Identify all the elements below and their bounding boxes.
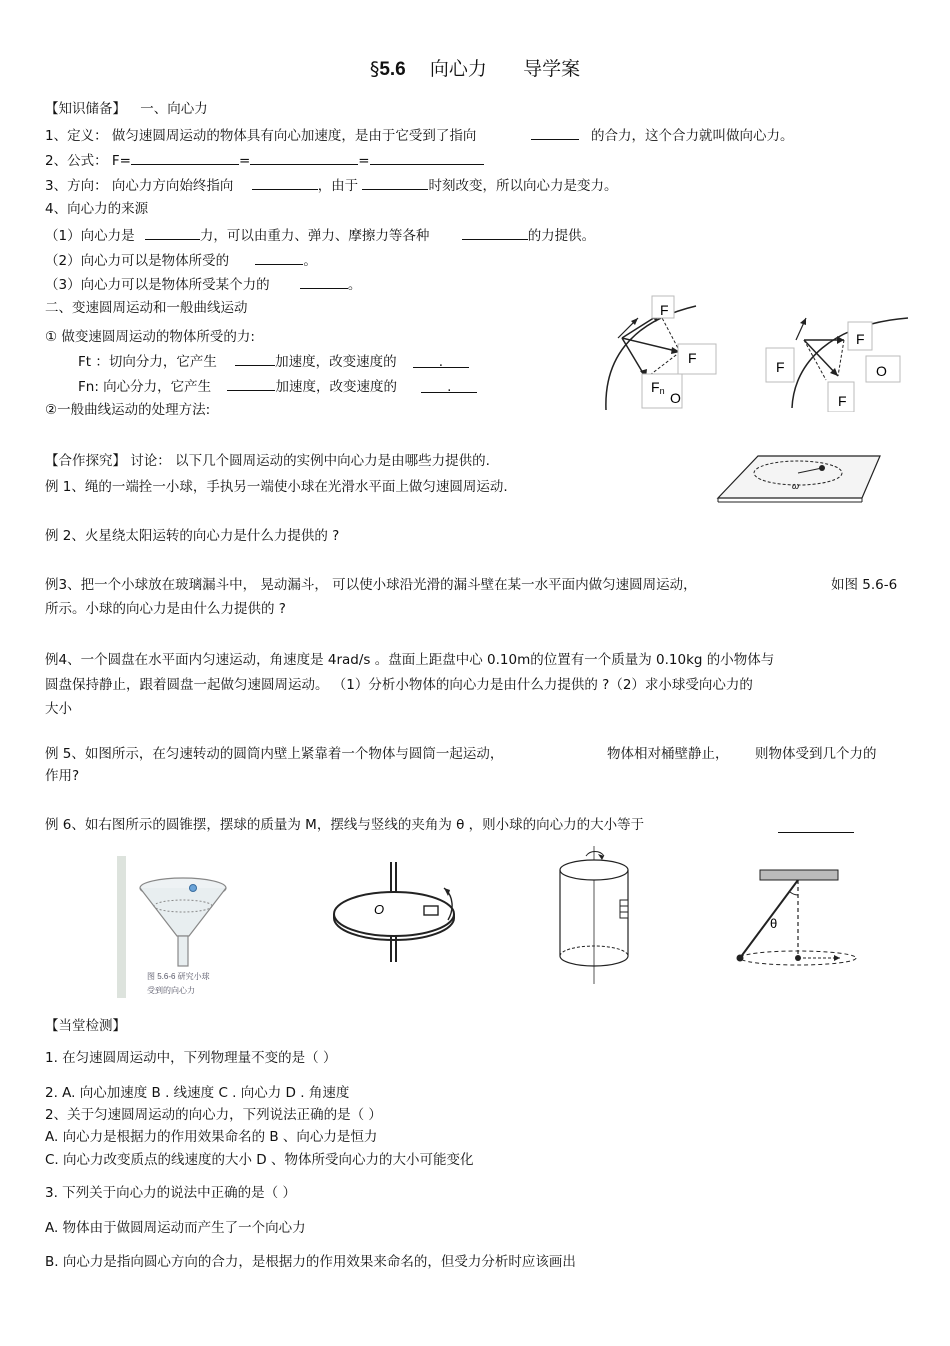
funnel-body <box>140 888 226 936</box>
source-1-text: （1）向心力是 <box>45 228 135 244</box>
source-3-text: （3）向心力可以是物体所受某个力的 <box>45 277 270 293</box>
pendulum-bob <box>737 955 744 962</box>
formula-eq-1: = <box>238 153 251 169</box>
cylinder-block <box>620 900 628 918</box>
funnel-figure <box>117 856 237 998</box>
example-2: 例 2、火星绕太阳运转的向心力是什么力提供的 ? <box>45 528 340 544</box>
direction-text-3: 时刻改变，所以向心力是变力。 <box>428 178 618 194</box>
definition-blank[interactable] <box>531 125 579 140</box>
example-6-line <box>45 816 644 834</box>
theta-label: θ <box>770 916 778 931</box>
dashed-line-1 <box>660 314 680 352</box>
example-1: 例 1、绳的一端拴一小球，手执另一端使小球在光滑水平面上做匀速圆周运动. <box>45 479 508 495</box>
label-o-right: O <box>876 363 887 379</box>
example-3-text: 例3、把一个小球放在玻璃漏斗中， 晃动漏斗， 可以使小球沿光滑的漏斗壁在某一水平面内做匀速圆周运动， <box>45 577 697 593</box>
tangential-text-2: 加速度，改变速度的 <box>275 354 397 370</box>
ball-on-table-figure <box>714 448 884 508</box>
formula-label: 2、公式： F= <box>45 153 131 169</box>
knowledge-header: 【知识储备】 <box>45 101 126 117</box>
question-2-options-cd: C. 向心力改变质点的线速度的大小 D 、物体所受向心力的大小可能变化 <box>45 1152 474 1168</box>
force-decomposition-figure-2 <box>762 312 912 412</box>
question-3: 3. 下列关于向心力的说法中正确的是（ ） <box>45 1185 296 1201</box>
cylinder-top <box>560 860 628 880</box>
normal-dot: . <box>447 379 452 395</box>
example-6-blank[interactable] <box>778 818 854 833</box>
source-2-line <box>45 250 317 270</box>
formula-blank-2[interactable] <box>250 150 358 165</box>
force-decomposition-figure <box>598 292 723 412</box>
theta-arc <box>790 892 798 895</box>
label-f-c: F <box>838 393 847 409</box>
variable-force-heading: ① 做变速圆周运动的物体所受的力: <box>45 329 255 345</box>
title-kind: 导学案 <box>523 58 581 80</box>
funnel-ball <box>190 885 197 892</box>
funnel-caption-2: 受到的向心力 <box>147 986 195 995</box>
example-3-figref: 如图 5.6-6 <box>831 577 898 593</box>
direction-line <box>45 175 617 195</box>
source-3-end: 。 <box>347 277 362 293</box>
example-4-line-3: 大小 <box>45 701 72 717</box>
example-4-line-2: 圆盘保持静止，跟着圆盘一起做匀速圆周运动。 （1）分析小物体的向心力是由什么力提供的 ?（2）求小球受向心力的 <box>45 677 753 693</box>
label-f-top: F <box>660 302 669 318</box>
question-1: 1. 在匀速圆周运动中，下列物理量不变的是（ ） <box>45 1050 337 1066</box>
tangential-text: Ft ：切向分力，它产生 <box>78 354 217 370</box>
example-5-text: 例 5、如图所示，在匀速转动的圆筒内壁上紧靠着一个物体与圆筒一起运动， <box>45 746 504 762</box>
direction-text-2: ，由于 <box>317 178 359 194</box>
question-2: 2、关于匀速圆周运动的向心力，下列说法正确的是（ ） <box>45 1107 382 1123</box>
direction-blank-1[interactable] <box>252 175 318 190</box>
disc-center-label: O <box>374 902 385 917</box>
example-5-line-2: 作用? <box>45 768 80 784</box>
part-2-heading: 二、变速圆周运动和一般曲线运动 <box>45 300 248 316</box>
example-3-line-1 <box>45 576 697 594</box>
table-surface <box>718 456 880 498</box>
question-2-options-ab: A. 向心力是根据力的作用效果命名的 B 、向心力是恒力 <box>45 1129 378 1145</box>
normal-text: Fn: 向心分力，它产生 <box>78 379 212 395</box>
example-4-line-1: 例4、一个圆盘在水平面内匀速运动，角速度是 4rad/s 。盘面上距盘中心 0.10m的位置有一个质量为 0.10kg 的小物体与 <box>45 652 775 668</box>
velocity-arrowhead-2 <box>800 318 806 325</box>
rotating-disc-figure <box>330 862 460 962</box>
example-5-question: 则物体受到几个力的 <box>755 746 877 762</box>
small-block <box>424 906 438 915</box>
source-2-text: （2）向心力可以是物体所受的 <box>45 253 230 269</box>
source-3-line <box>45 274 361 294</box>
coop-heading: 【合作探究】 讨论： 以下几个圆周运动的实例中向心力是由哪些力提供的. <box>45 453 490 469</box>
label-fn-sub: n <box>659 386 665 396</box>
conical-pendulum-figure <box>730 868 860 968</box>
tangential-dot: . <box>438 354 444 370</box>
tangential-arrowhead-2 <box>837 336 844 344</box>
dashed-line-4 <box>838 340 844 376</box>
source-3-blank[interactable] <box>300 274 348 289</box>
formula-blank-3[interactable] <box>370 150 484 165</box>
example-6-text: 例 6、如右图所示的圆锥摆，摆球的质量为 M，摆线与竖线的夹角为 θ ，则小球的向心力的大小等于 <box>45 817 645 833</box>
omega-label: ω <box>792 481 800 491</box>
label-f-right: F <box>688 350 697 366</box>
example-5-line-1 <box>45 745 503 763</box>
source-2-blank[interactable] <box>255 250 303 265</box>
radius-arrowhead <box>834 955 840 961</box>
formula-line <box>45 150 484 170</box>
cylinder-figure <box>554 846 634 984</box>
resultant-force-arrow <box>622 338 680 352</box>
general-curve-method: ②一般曲线运动的处理方法: <box>45 402 211 418</box>
ball <box>819 465 825 471</box>
pendulum-string <box>740 880 798 958</box>
label-f-b: F <box>776 359 785 375</box>
page-title <box>0 60 950 79</box>
funnel-side-bar <box>117 856 126 998</box>
normal-line <box>78 376 477 396</box>
knowledge-header-line <box>45 100 208 118</box>
funnel-stem <box>178 936 188 966</box>
check-heading: 【当堂检测】 <box>45 1018 126 1034</box>
label-fn-main: F <box>651 379 660 395</box>
normal-text-2: 加速度，改变速度的 <box>275 379 397 395</box>
tangential-blank-2[interactable] <box>413 353 469 368</box>
source-1-line <box>45 225 595 245</box>
ceiling <box>760 870 838 880</box>
source-1-blank-2[interactable] <box>462 225 528 240</box>
source-2-end: 。 <box>303 253 317 269</box>
normal-blank-1[interactable] <box>227 376 275 391</box>
direction-blank-2[interactable] <box>362 175 428 190</box>
title-name: 向心力 <box>429 58 487 80</box>
formula-blank-1[interactable] <box>131 150 239 165</box>
part-1-heading: 一、向心力 <box>140 101 208 117</box>
question-3-option-a: A. 物体由于做圆周运动而产生了一个向心力 <box>45 1220 306 1236</box>
formula-eq-2: = <box>358 153 370 169</box>
example-5-static: 物体相对桶壁静止， <box>607 746 729 762</box>
example-3-line-2: 所示。小球的向心力是由什么力提供的 ? <box>45 601 286 617</box>
question-1-options: 2. A. 向心加速度 B . 线速度 C . 向心力 D . 角速度 <box>45 1085 350 1101</box>
source-1-blank-1[interactable] <box>145 225 200 240</box>
question-3-option-b: B. 向心力是指向圆心方向的合力，是根据力的作用效果来命名的，但受力分析时应该画出 <box>45 1254 576 1270</box>
label-o-left: O <box>670 390 681 406</box>
tangential-line <box>78 351 469 371</box>
tangential-blank-1[interactable] <box>235 351 275 366</box>
normal-blank-2[interactable] <box>421 378 477 393</box>
definition-line <box>45 125 793 145</box>
source-1-text-3: 的力提供。 <box>527 228 596 244</box>
funnel-caption-1: 图 5.6-6 研究小球 <box>147 972 210 981</box>
source-1-text-2: 力，可以由重力、弹力、摩擦力等各种 <box>199 228 430 244</box>
source-heading: 4、向心力的来源 <box>45 201 149 217</box>
definition-text-end: 的合力，这个合力就叫做向心力。 <box>590 128 794 144</box>
label-f-a: F <box>856 331 865 347</box>
section-number: §5.6 <box>369 58 406 80</box>
label-box-f-right <box>678 344 716 374</box>
definition-text: 1、定义： 做匀速圆周运动的物体具有向心加速度，是由于它受到了指向 <box>45 128 477 144</box>
direction-text: 3、方向： 向心力方向始终指向 <box>45 178 234 194</box>
